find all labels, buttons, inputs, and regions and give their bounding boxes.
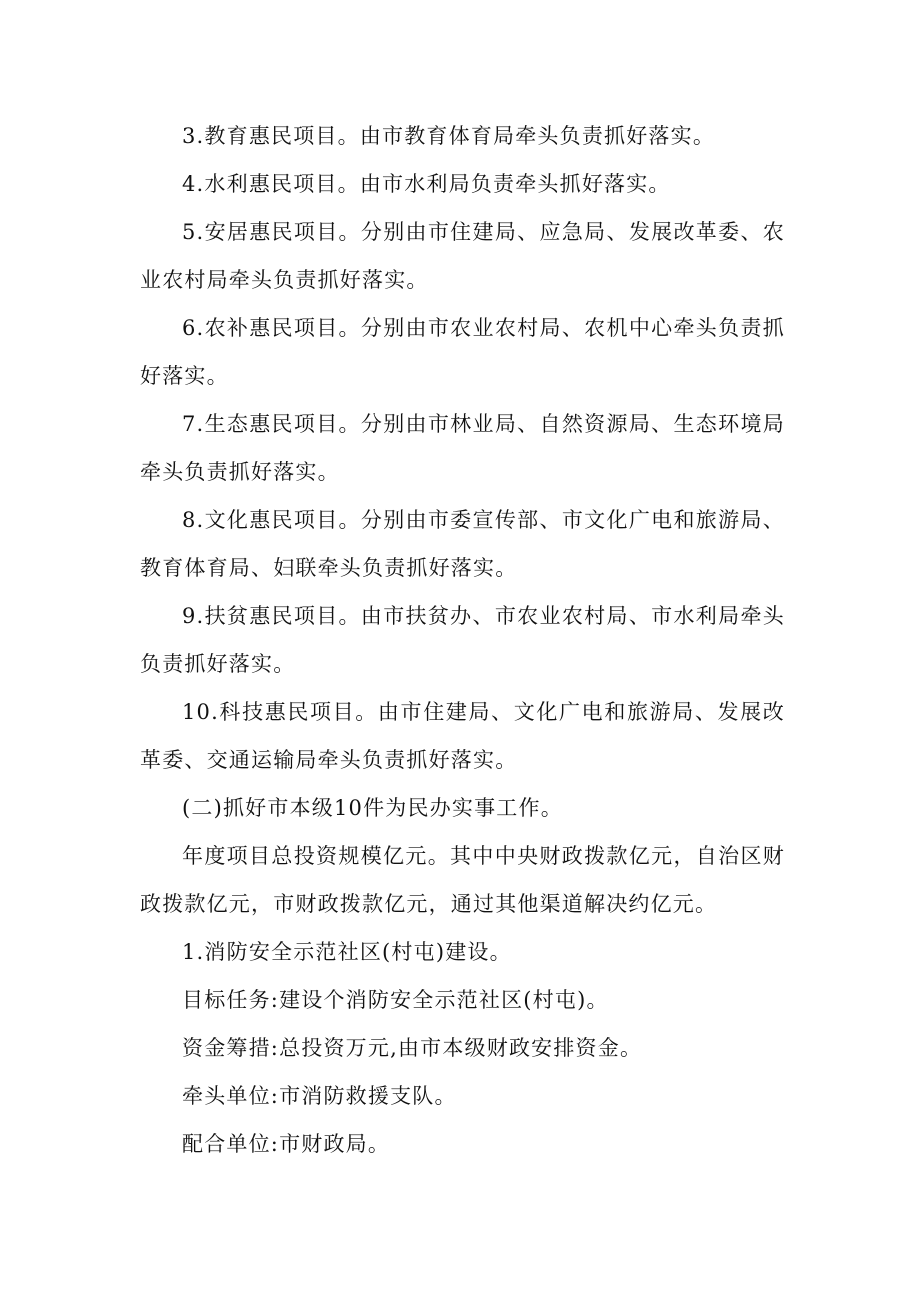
paragraph-culture-project: 8.文化惠民项目。分别由市委宣传部、市文化广电和旅游局、教育体育局、妇联牵头负责抓好落实。	[140, 508, 785, 580]
item-funding: 资金筹措:总投资万元,由市本级财政安排资金。	[182, 1036, 643, 1060]
section-heading-practical-matters: (二)抓好市本级10件为民办实事工作。	[182, 796, 563, 820]
paragraph-tech-project: 10.科技惠民项目。由市住建局、文化广电和旅游局、发展改革委、交通运输局牵头负责抓好落实。	[140, 700, 785, 772]
item-cooperating-unit: 配合单位:市财政局。	[182, 1132, 391, 1156]
paragraph-water-project: 4.水利惠民项目。由市水利局负责牵头抓好落实。	[182, 172, 671, 196]
paragraph-education-project: 3.教育惠民项目。由市教育体育局牵头负责抓好落实。	[182, 124, 716, 148]
paragraph-housing-project: 5.安居惠民项目。分别由市住建局、应急局、发展改革委、农业农村局牵头负责抓好落实。	[140, 220, 785, 292]
item-heading-fire-safety: 1.消防安全示范社区(村屯)建设。	[182, 940, 512, 964]
item-target-task: 目标任务:建设个消防安全示范社区(村屯)。	[182, 988, 609, 1012]
document-body	[140, 112, 785, 1168]
item-lead-unit: 牵头单位:市消防救援支队。	[182, 1084, 457, 1108]
paragraph-investment-scale: 年度项目总投资规模亿元。其中中央财政拨款亿元，自治区财政拨款亿元，市财政拨款亿元，通过其他渠道解决约亿元。	[140, 844, 785, 916]
paragraph-ecology-project: 7.生态惠民项目。分别由市林业局、自然资源局、生态环境局牵头负责抓好落实。	[140, 412, 785, 484]
paragraph-agri-subsidy-project: 6.农补惠民项目。分别由市农业农村局、农机中心牵头负责抓好落实。	[140, 316, 785, 388]
paragraph-poverty-project: 9.扶贫惠民项目。由市扶贫办、市农业农村局、市水利局牵头负责抓好落实。	[140, 604, 785, 676]
